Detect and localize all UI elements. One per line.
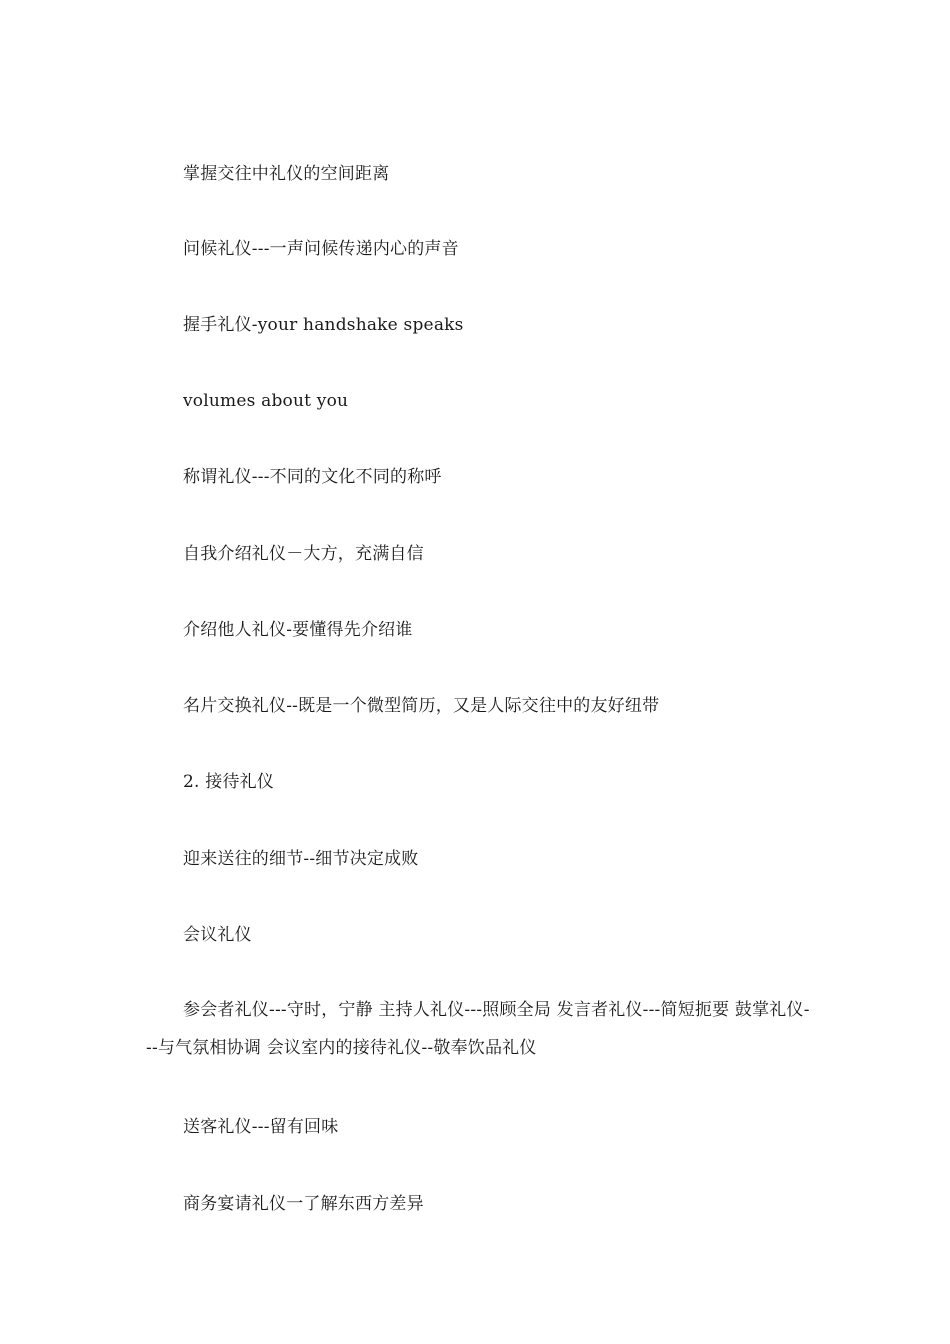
paragraph-meeting-etiquette: 会议礼仪 [183,925,252,945]
paragraph-introducing-others: 介绍他人礼仪-要懂得先介绍谁 [183,620,413,640]
paragraph-business-banquet: 商务宴请礼仪一了解东西方差异 [183,1194,424,1214]
paragraph-welcoming-details: 迎来送往的细节--细节决定成败 [183,849,419,869]
paragraph-handshake-etiquette: 握手礼仪-your handshake speaks [183,315,464,335]
paragraph-space-distance: 掌握交往中礼仪的空间距离 [183,164,390,184]
paragraph-self-introduction: 自我介绍礼仪－大方，充满自信 [183,544,424,564]
paragraph-handshake-continued: volumes about you [183,391,349,411]
section-heading-reception: 2. 接待礼仪 [183,772,275,792]
paragraph-greeting-etiquette: 问候礼仪---一声问候传递内心的声音 [183,239,459,259]
paragraph-seeing-off: 送客礼仪---留有回味 [183,1117,339,1137]
paragraph-address-etiquette: 称谓礼仪---不同的文化不同的称呼 [183,467,442,487]
paragraph-meeting-roles: 参会者礼仪---守时，宁静 主持人礼仪---照顾全局 发言者礼仪---简短扼要 鼓掌礼仪---与气氛相协调 会议室内的接待礼仪--敬奉饮品礼仪 [146,1000,810,1058]
paragraph-business-card: 名片交换礼仪--既是一个微型简历，又是人际交往中的友好纽带 [183,696,660,716]
